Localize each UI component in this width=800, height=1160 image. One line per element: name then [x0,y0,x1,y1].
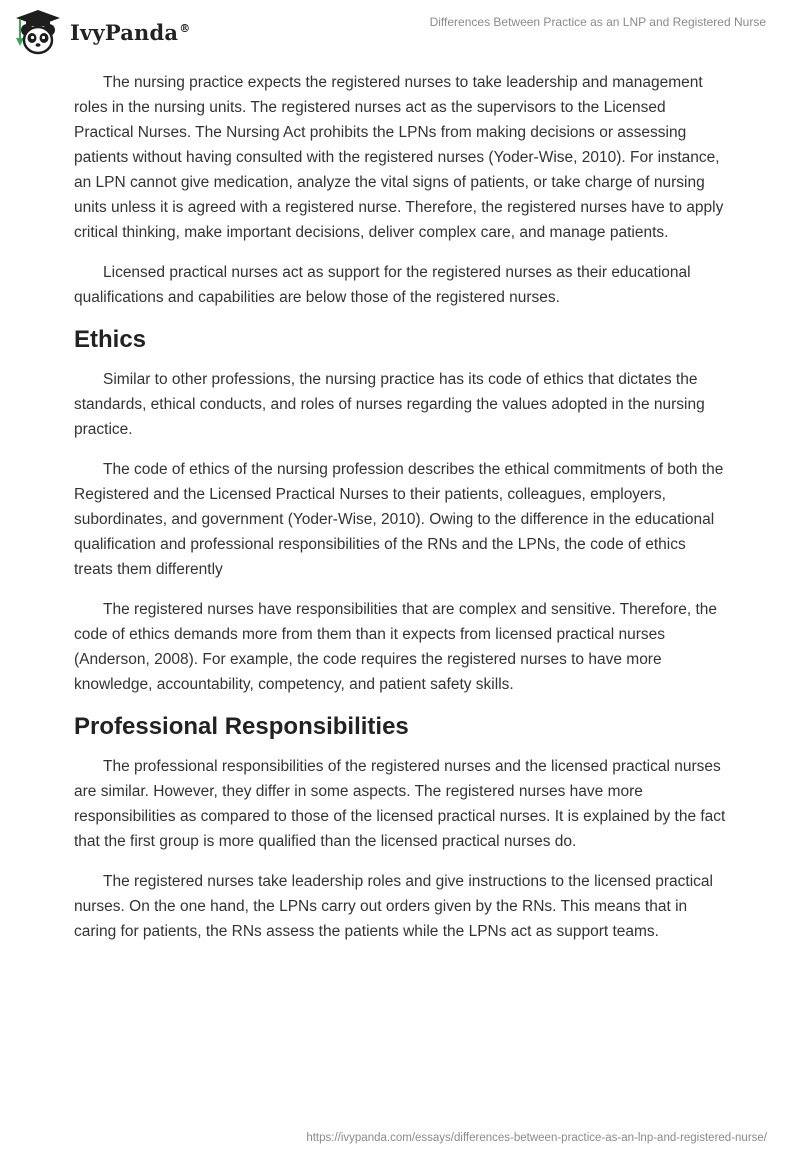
brand-logo[interactable] [12,8,190,56]
paragraph-responsibilities-similar: The professional responsibilities of the registered nurses and the licensed practical nurses are similar. However, they differ in some aspects. The registered nurses have more responsibilities as compared to those of the licensed practical nurses. It is explained by the fact that the first group is more qualified than the licensed practical nurses do. [74,758,726,850]
paragraph-code-of-ethics: Similar to other professions, the nursing practice has its code of ethics that dictates the standards, ethical conducts, and roles of nurses regarding the values adopted in the nursing practice. [74,371,705,438]
essay-body [74,70,726,959]
paragraph-leadership-roles: The registered nurses take leadership roles and give instructions to the licensed practical nurses. On the one hand, the LPNs carry out orders given by the RNs. This means that in caring for patients, the RNs assess the patients while the LPNs act as support teams. [74,873,713,940]
paragraph-ethical-commitments: The code of ethics of the nursing profession describes the ethical commitments of both the Registered and the Licensed Practical Nurses to their patients, colleagues, employers, subordinates, and government (Yoder-Wise, 2010). Owing to the difference in the educational qualification and professional responsibilities of the RNs and the LPNs, the code of ethics treats them differently [74,461,724,578]
brand-name: IvyPanda® [70,19,191,45]
registered-mark: ® [179,21,191,35]
paragraph-leadership: The nursing practice expects the registered nurses to take leadership and management roles in the nursing units. The registered nurses act as the supervisors to the Licensed Practical Nurses. The Nursing Act prohibits the LPNs from making decisions or assessing patients without having consulted with the registered nurses (Yoder-Wise, 2010). For instance, an LPN cannot give medication, analyze the vital signs of patients, or take charge of nursing units unless it is agreed with a registered nurse. Therefore, the registered nurses have to apply critical thinking, make important decisions, deliver complex care, and manage patients. [74,74,724,241]
heading-professional-responsibilities: Professional Responsibilities [74,713,409,740]
document-title: Differences Between Practice as an LNP and Registered Nurse [429,15,766,29]
heading-ethics: Ethics [74,326,147,353]
source-url[interactable]: https://ivypanda.com/essays/differences-between-practice-as-an-lnp-and-registered-nurse/ [306,1132,767,1144]
panda-graduate-icon [12,8,64,56]
paragraph-lpn-support: Licensed practical nurses act as support for the registered nurses as their educational qualifications and capabilities are below those of the registered nurses. [74,264,691,306]
paragraph-rn-demands: The registered nurses have responsibilities that are complex and sensitive. Therefore, the code of ethics demands more from them than it expects from licensed practical nurses (Anderson, 2008). For example, the code requires the registered nurses to have more knowledge, accountability, competency, and patient safety skills. [74,601,718,693]
